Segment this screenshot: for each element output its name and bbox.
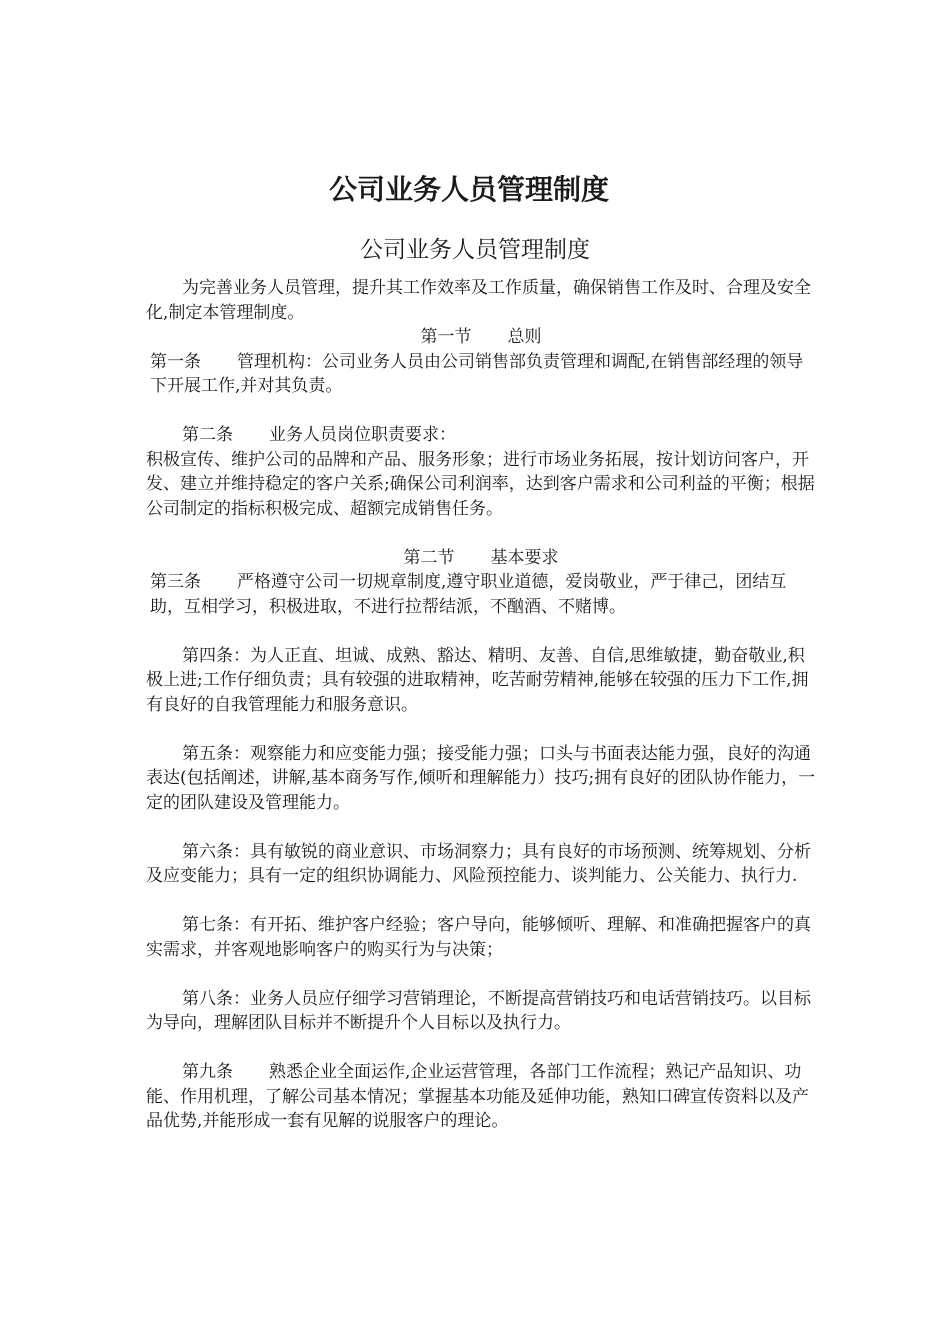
article-label: 第九条 [182, 1062, 233, 1082]
article-text: 严格遵守公司一切规章制度,遵守职业道德，爱岗敬业，严于律己，团结互助，互相学习，积极进取，不进行拉帮结派，不酗酒、不赌博。 [150, 572, 787, 617]
section-heading-1 [146, 325, 816, 350]
article-2-heading [146, 423, 816, 448]
article-9 [146, 1060, 816, 1134]
article-8: 第八条：业务人员应仔细学习营销理论，不断提高营销技巧和电话营销技巧。以目标为导向，理解团队目标并不断提升个人目标以及执行力。 [146, 988, 811, 1033]
document-body [146, 276, 816, 1134]
article-3 [146, 570, 816, 619]
article-text: 管理机构：公司业务人员由公司销售部负责管理和调配,在销售部经理的领导下开展工作,并对其负责。 [150, 351, 804, 396]
document-subtitle: 公司业务人员管理制度 [360, 237, 590, 263]
section-name: 总则 [507, 327, 542, 347]
article-7: 第七条：有开拓、维护客户经验；客户导向，能够倾听、理解、和准确把握客户的真实需求，并客观地影响客户的购买行为与决策； [146, 915, 811, 960]
document-title: 公司业务人员管理制度 [328, 173, 609, 206]
intro-paragraph: 为完善业务人员管理，提升其工作效率及工作质量，确保销售工作及时、合理及安全化,制定本管理制度。 [146, 278, 811, 323]
section-number: 第二节 [403, 547, 455, 568]
section-name: 基本要求 [490, 547, 559, 568]
article-4: 第四条：为人正直、坦诚、成熟、豁达、精明、友善、自信,思维敏捷，勤奋敬业,积极上进;工作仔细负责；具有较强的进取精神，吃苦耐劳精神,能够在较强的压力下工作,拥有良好的自我管理能力和服务意识。 [146, 645, 809, 715]
article-label: 第一条 [150, 351, 201, 372]
article-text: 熟悉企业全面运作,企业运营管理，各部门工作流程；熟记产品知识、功能、作用机理，了解公司基本情况；掌握基本功能及延伸功能，熟知口碑宣传资料以及产品优势,并能形成一套有见解的说服客户的理论。 [146, 1062, 809, 1131]
article-label: 第三条 [150, 572, 201, 592]
section-number: 第一节 [420, 327, 472, 347]
section-heading-2 [146, 546, 816, 571]
article-head: 业务人员岗位职责要求： [269, 425, 456, 445]
article-5: 第五条：观察能力和应变能力强；接受能力强；口头与书面表达能力强，良好的沟通表达(包括阐述，讲解,基本商务写作,倾听和理解能力）技巧;拥有良好的团队协作能力，一定的团队建设及管理能力。 [146, 743, 816, 813]
article-2-text: 积极宣传、维护公司的品牌和产品、服务形象；进行市场业务拓展，按计划访问客户，开发、建立并维持稳定的客户关系;确保公司利润率，达到客户需求和公司利益的平衡；根据公司制定的指标积极完成、超额完成销售任务。 [146, 449, 815, 519]
article-6: 第六条：具有敏锐的商业意识、市场洞察力；具有良好的市场预测、统筹规划、分析及应变能力；具有一定的组织协调能力、风险预控能力、谈判能力、公关能力、执行力. [146, 841, 811, 886]
article-label: 第二条 [182, 425, 233, 445]
article-1 [146, 350, 816, 399]
